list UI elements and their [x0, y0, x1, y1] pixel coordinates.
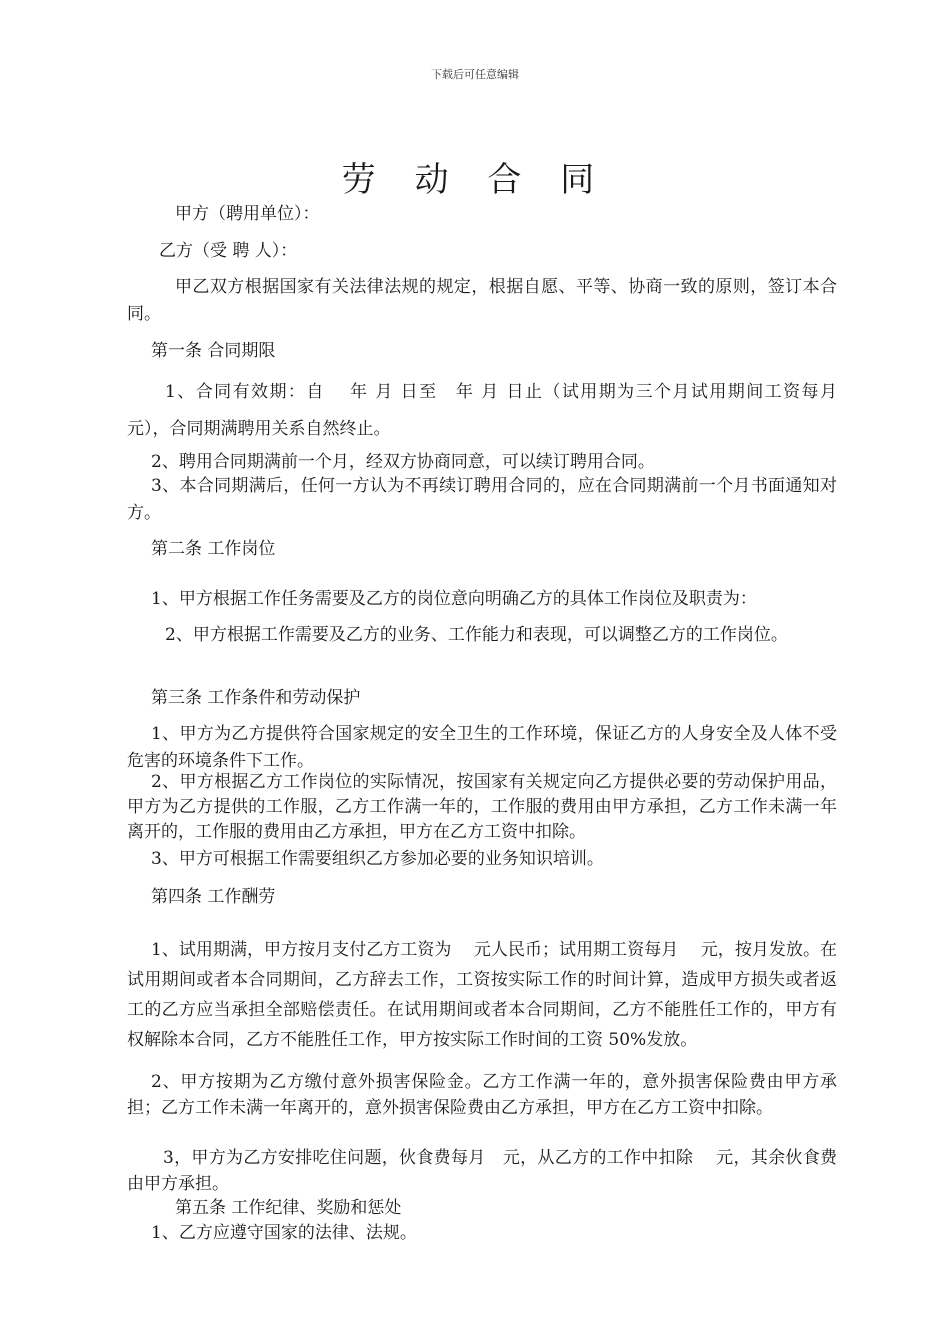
article-1-clause-3: 3、本合同期满后，任何一方认为不再续订聘用合同的，应在合同期满前一个月书面通知对方。 — [127, 476, 837, 523]
article-4-title: 第四条 工作酬劳 — [151, 887, 276, 907]
article-3-title: 第三条 工作条件和劳动保护 — [151, 688, 361, 708]
intro-paragraph: 甲乙双方根据国家有关法律法规的规定，根据自愿、平等、协商一致的原则，签订本合同。 — [127, 277, 837, 324]
header-note: 下载后可任意编辑 — [431, 68, 519, 81]
article-3-clause-3: 3、甲方可根据工作需要组织乙方参加必要的业务知识培训。 — [151, 849, 604, 869]
article-1-clause-1: 1、合同有效期：自 年 月 日至 年 月 日止（试用期为三个月试用期间工资每月 元），合同期满聘用关系自然终止。 — [127, 382, 854, 439]
party-a-line: 甲方（聘用单位）： — [175, 204, 320, 224]
article-4-clause-1: 1、试用期满，甲方按月支付乙方工资为 元人民币；试用期工资每月 元，按月发放。在试用期间或者本合同期间，乙方辞去工作，工资按实际工作的时间计算，造成甲方损失或者返工的乙方应当承担全部赔偿责任。在试用期间或者本合同期间，乙方不能胜任工作的，甲方有权解除本合同，乙方不能胜任工作，甲方按实际工作时间的工资 50%发放。 — [127, 940, 837, 1050]
document-title: 劳 动 合 同 — [341, 160, 609, 200]
article-1-clause-2: 2、聘用合同期满前一个月，经双方协商同意，可以续订聘用合同。 — [151, 452, 655, 472]
article-2-title: 第二条 工作岗位 — [151, 539, 276, 559]
article-3-clause-1: 1、甲方为乙方提供符合国家规定的安全卫生的工作环境，保证乙方的人身安全及人体不受危害的环境条件下工作。 — [127, 724, 837, 771]
article-2-clause-1: 1、甲方根据工作任务需要及乙方的岗位意向明确乙方的具体工作岗位及职责为： — [151, 589, 757, 609]
article-2-clause-2: 2、甲方根据工作需要及乙方的业务、工作能力和表现，可以调整乙方的工作岗位。 — [165, 625, 788, 645]
party-b-line: 乙方（受 聘 人）： — [159, 241, 298, 261]
article-1-title: 第一条 合同期限 — [151, 341, 276, 361]
article-5-clause-1: 1、乙方应遵守国家的法律、法规。 — [151, 1223, 417, 1243]
article-5-title: 第五条 工作纪律、奖励和惩处 — [175, 1198, 402, 1218]
article-4-clause-3: 3，甲方为乙方安排吃住问题，伙食费每月 元，从乙方的工作中扣除 元，其余伙食费由甲方承担。 — [127, 1148, 837, 1194]
article-3-clause-2: 2、甲方根据乙方工作岗位的实际情况，按国家有关规定向乙方提供必要的劳动保护用品，甲方为乙方提供的工作服，乙方工作满一年的，工作服的费用由甲方承担，乙方工作未满一年离开的，工作服的费用由乙方承担，甲方在乙方工资中扣除。 — [127, 772, 837, 842]
article-4-clause-2: 2、甲方按期为乙方缴付意外损害保险金。乙方工作满一年的，意外损害保险费由甲方承担；乙方工作未满一年离开的，意外损害保险费由乙方承担，甲方在乙方工资中扣除。 — [127, 1072, 837, 1118]
